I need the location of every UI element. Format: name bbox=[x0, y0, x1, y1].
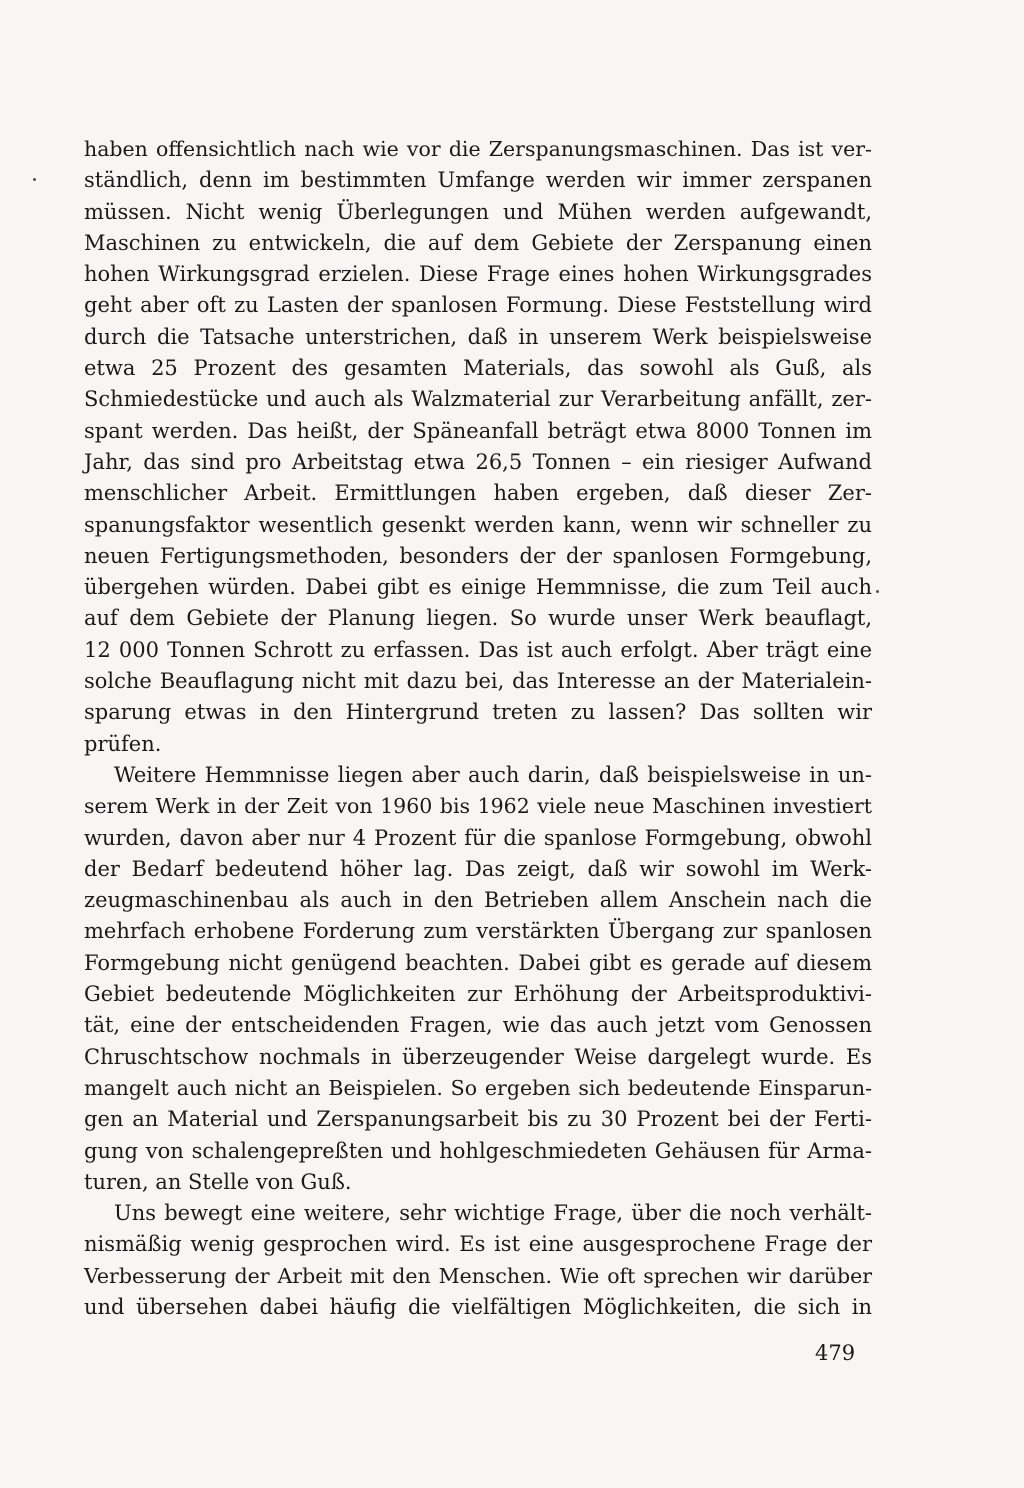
text-line: Gebiet bedeutende Möglichkeiten zur Erhöhung der Arbeitsproduktivi- bbox=[84, 982, 872, 1007]
text-line: der Bedarf bedeutend höher lag. Das zeigt, daß wir sowohl im Werk- bbox=[84, 856, 872, 881]
text-line: mangelt auch nicht an Beispielen. So ergeben sich bedeutende Einsparun- bbox=[84, 1075, 872, 1100]
text-line: prüfen. bbox=[84, 731, 162, 756]
text-line: Chruschtschow nochmals in überzeugender Weise dargelegt wurde. Es bbox=[84, 1044, 872, 1069]
text-line: menschlicher Arbeit. Ermittlungen haben ergeben, daß dieser Zer- bbox=[84, 481, 872, 506]
paper-speck bbox=[876, 590, 879, 593]
text-line: Schmiedestücke und auch als Walzmaterial zur Verarbeitung anfällt, zer- bbox=[84, 387, 872, 412]
text-line: durch die Tatsache unterstrichen, daß in unserem Werk beispielsweise bbox=[84, 324, 872, 349]
text-line: haben offensichtlich nach wie vor die Zerspanungsmaschinen. Das ist ver- bbox=[84, 137, 872, 161]
text-line: Uns bewegt eine weitere, sehr wichtige Frage, über die noch verhält- bbox=[114, 1201, 872, 1226]
text-line: Weitere Hemmnisse liegen aber auch darin, daß beispielsweise in un- bbox=[114, 762, 872, 787]
text-line: zeugmaschinenbau als auch in den Betrieben allem Anschein nach die bbox=[84, 888, 872, 913]
text-line: nismäßig wenig gesprochen wird. Es ist eine ausgesprochene Frage der bbox=[84, 1232, 872, 1257]
text-line: Jahr, das sind pro Arbeitstag etwa 26,5 Tonnen – ein riesiger Aufwand bbox=[84, 449, 872, 474]
text-line: geht aber oft zu Lasten der spanlosen Formung. Diese Feststellung wird bbox=[84, 293, 872, 318]
text-line: und übersehen dabei häufig die vielfältigen Möglichkeiten, die sich in bbox=[84, 1294, 872, 1319]
text-line: turen, an Stelle von Guß. bbox=[84, 1169, 352, 1194]
text-line: serem Werk in der Zeit von 1960 bis 1962 viele neue Maschinen investiert bbox=[84, 794, 872, 819]
text-line: Formgebung nicht genügend beachten. Dabei gibt es gerade auf diesem bbox=[84, 950, 872, 975]
text-line: auf dem Gebiete der Planung liegen. So wurde unser Werk beauflagt, bbox=[84, 606, 872, 631]
text-line: etwa 25 Prozent des gesamten Materials, das sowohl als Guß, als bbox=[84, 356, 872, 381]
text-line: ständlich, denn im bestimmten Umfange werden wir immer zerspanen bbox=[84, 168, 872, 193]
text-line: neuen Fertigungsmethoden, besonders der der spanlosen Formgebung, bbox=[84, 543, 872, 568]
text-line: mehrfach erhobene Forderung zum verstärkten Übergang zur spanlosen bbox=[84, 919, 872, 944]
page-number: 479 bbox=[815, 1341, 856, 1365]
text-line: gen an Material und Zerspanungsarbeit bis zu 30 Prozent bei der Ferti- bbox=[84, 1107, 872, 1132]
paper-speck bbox=[33, 178, 36, 181]
text-line: Verbesserung der Arbeit mit den Menschen. Wie oft sprechen wir darüber bbox=[84, 1263, 872, 1288]
text-line: spanungsfaktor wesentlich gesenkt werden kann, wenn wir schneller zu bbox=[84, 512, 872, 537]
text-line: Maschinen zu entwickeln, die auf dem Gebiete der Zerspanung einen bbox=[84, 230, 872, 255]
text-line: sparung etwas in den Hintergrund treten zu lassen? Das sollten wir bbox=[84, 700, 872, 725]
text-line: hohen Wirkungsgrad erzielen. Diese Frage eines hohen Wirkungsgrades bbox=[84, 262, 872, 287]
text-line: gung von schalengepreßten und hohlgeschmiedeten Gehäusen für Arma- bbox=[84, 1138, 872, 1163]
text-line: müssen. Nicht wenig Überlegungen und Mühen werden aufgewandt, bbox=[84, 199, 872, 224]
text-line: übergehen würden. Dabei gibt es einige Hemmnisse, die zum Teil auch bbox=[84, 575, 872, 600]
text-line: spant werden. Das heißt, der Späneanfall beträgt etwa 8000 Tonnen im bbox=[84, 418, 872, 443]
text-line: solche Beauflagung nicht mit dazu bei, das Interesse an der Materialein- bbox=[84, 669, 872, 694]
text-line: tät, eine der entscheidenden Fragen, wie das auch jetzt vom Genossen bbox=[84, 1013, 872, 1038]
text-line: 12 000 Tonnen Schrott zu erfassen. Das ist auch erfolgt. Aber trägt eine bbox=[84, 637, 872, 662]
body-text bbox=[84, 134, 872, 1323]
text-line: wurden, davon aber nur 4 Prozent für die spanlose Formgebung, obwohl bbox=[84, 825, 872, 850]
